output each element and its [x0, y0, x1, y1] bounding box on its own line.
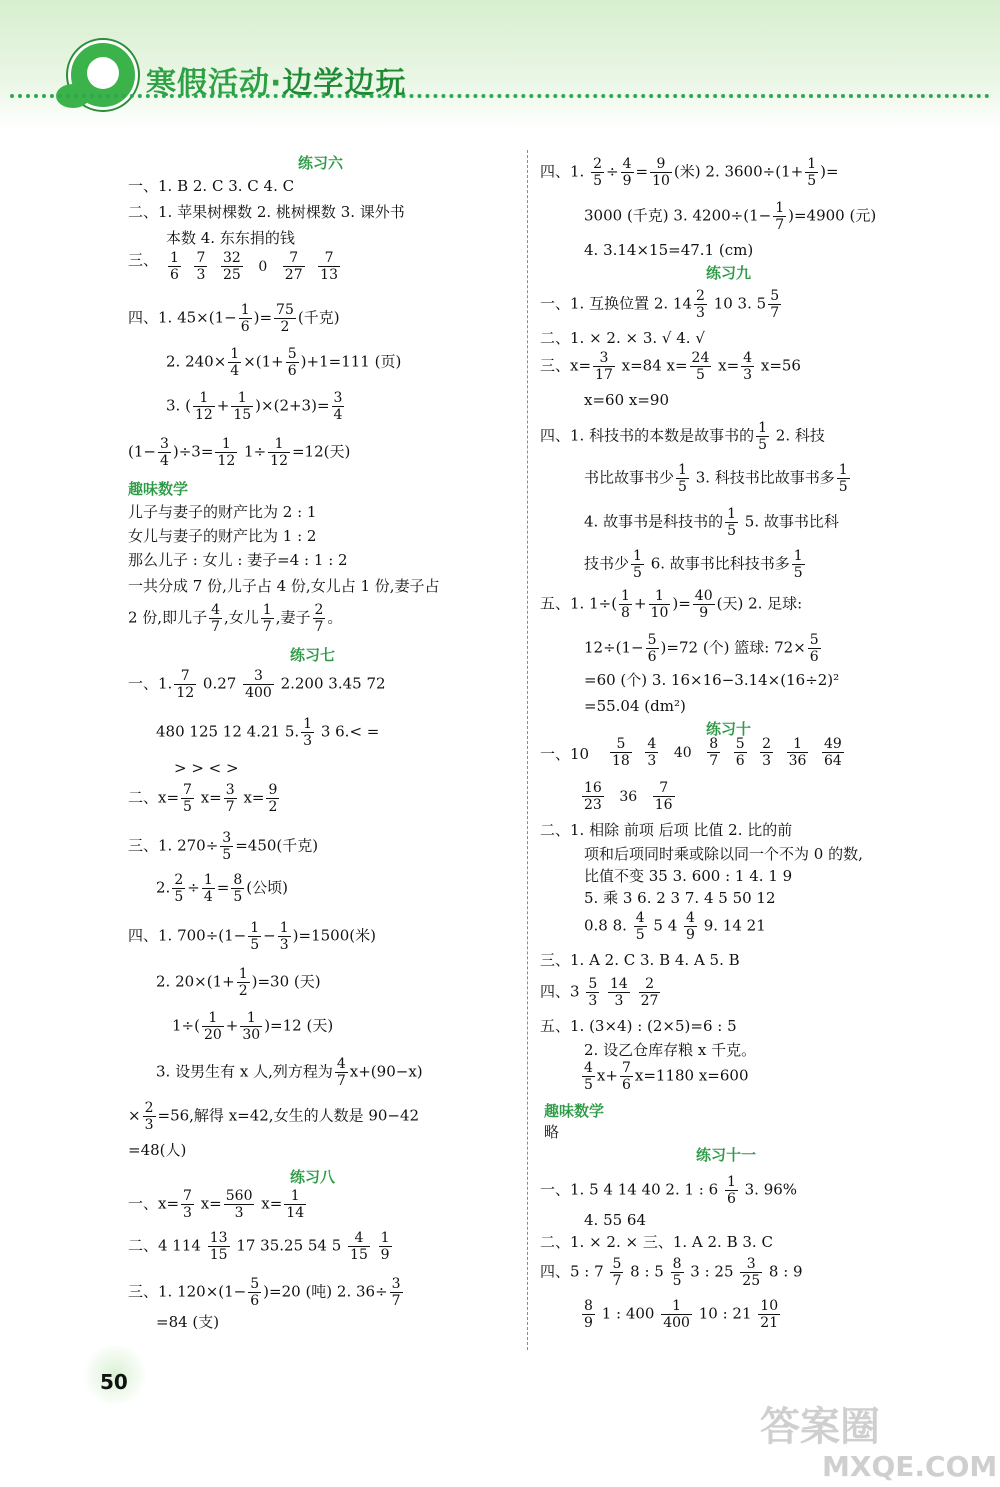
fraction: $\frac{1}{5}$ [633, 548, 642, 581]
fraction: $\frac{1}{6}$ [170, 250, 179, 283]
answer-text: 0.27 [198, 674, 242, 693]
answer-text: 四、1. [540, 162, 590, 181]
answer-text: − [263, 926, 276, 945]
answer-text: 8 : 5 [625, 1262, 669, 1281]
fraction: $\frac{8}{7}$ [709, 736, 719, 769]
fraction: $\frac{4}{7}$ [211, 602, 221, 635]
answer-text: x=1180 x=600 [634, 1066, 749, 1085]
answer-text: 9. 14 21 [698, 916, 766, 935]
answer-text: > > < > [174, 759, 239, 777]
answer-text: 五、1. (3×4) : (2×5)=6 : 5 [540, 1017, 737, 1035]
fraction: $\frac{1}{12}$ [217, 436, 236, 469]
fraction: $\frac{3}{4}$ [159, 436, 169, 469]
answer-text: 1 : 400 [596, 1304, 660, 1323]
fraction: $\frac{1}{7}$ [262, 602, 272, 635]
answer-line [128, 1100, 419, 1133]
fraction: 0 [258, 258, 268, 275]
fraction: $\frac{7}{13}$ [320, 250, 338, 283]
answer-line [584, 506, 839, 539]
answer-text: 2. 科技 [771, 426, 825, 445]
answer-text: 3. 96% [739, 1180, 798, 1199]
answer-line [584, 632, 823, 665]
answer-text: )= [672, 594, 691, 613]
fraction: $\frac{7}{3}$ [183, 1188, 192, 1221]
answer-text [601, 983, 606, 1001]
answer-text: 二、x= [128, 788, 180, 807]
fraction: $\frac{2}{3}$ [762, 736, 772, 769]
answer-text: )= [253, 308, 273, 327]
answer-text: 二、1. × 2. × 3. √ 4. √ [540, 329, 705, 347]
fraction: $\frac{5}{6}$ [735, 736, 745, 769]
fraction: $\frac{40}{9}$ [694, 588, 713, 621]
answer-line [584, 548, 807, 581]
answer-line [172, 1010, 333, 1043]
fraction: $\frac{1}{8}$ [621, 588, 630, 621]
answer-text: 480 125 12 4.21 5. [156, 722, 300, 741]
section-title-6 [298, 152, 343, 173]
answer-text: =56,解得 x=42,女生的人数是 90−42 [157, 1106, 420, 1125]
fraction: $\frac{4}{5}$ [584, 1060, 593, 1093]
fraction: $\frac{1}{5}$ [250, 920, 260, 953]
answer-line [128, 602, 342, 635]
fraction: $\frac{13}{15}$ [209, 1230, 228, 1263]
answer-line [584, 888, 776, 908]
answer-text: x= [256, 1194, 283, 1213]
answer-text: 四、1. 科技书的本数是故事书的 [540, 426, 755, 445]
fraction: $\frac{7}{6}$ [621, 1060, 631, 1093]
answer-line [156, 716, 379, 749]
answer-text: x= [713, 356, 740, 375]
answer-text: 一、1. 5 4 14 40 2. 1 : 6 [540, 1180, 723, 1199]
answer-text: ×(1+ [243, 352, 284, 371]
answer-text: )+1=111 (页) [300, 352, 402, 371]
fraction: $\frac{2}{5}$ [593, 156, 603, 189]
fraction: $\frac{4}{3}$ [743, 350, 753, 383]
answer-line [540, 950, 740, 970]
answer-text: =55.04 (dm²) [584, 697, 686, 715]
answer-text: 趣味数学 [128, 480, 189, 498]
answer-text: 那么儿子 : 女儿 : 妻子=4 : 1 : 2 [128, 551, 348, 569]
fraction: $\frac{7}{16}$ [654, 780, 673, 813]
answer-text: 。 [327, 608, 343, 627]
fraction: $\frac{5}{6}$ [250, 1276, 260, 1309]
answer-text: )=4900 (元) [788, 206, 877, 225]
fraction-list [580, 780, 686, 813]
answer-text: ,女儿 [224, 608, 259, 627]
fraction: $\frac{3}{7}$ [391, 1276, 401, 1309]
answer-text: 4. 故事书是科技书的 [584, 512, 724, 531]
answer-text: )=12 (天) [264, 1016, 334, 1035]
answer-line [540, 420, 825, 453]
fraction: $\frac{7}{27}$ [284, 250, 303, 283]
fraction: $\frac{4}{3}$ [647, 736, 657, 769]
answer-text: 3 : 25 [685, 1262, 739, 1281]
fraction: $\frac{1}{4}$ [203, 872, 213, 905]
fraction: $\frac{1}{2}$ [238, 966, 248, 999]
answer-text: 10 : 21 [693, 1304, 757, 1323]
fraction: $\frac{75}{2}$ [276, 302, 294, 335]
answer-line [540, 820, 792, 840]
fraction: $\frac{1}{7}$ [775, 200, 785, 233]
answer-text: 3. 科技书比故事书多 [690, 468, 835, 487]
fraction: $\frac{14}{3}$ [610, 976, 628, 1009]
fraction: $\frac{4}{7}$ [336, 1056, 346, 1089]
answer-text: 趣味数学 [544, 1102, 605, 1120]
answer-text: × [128, 1106, 141, 1125]
column-divider [527, 150, 528, 1350]
fraction: $\frac{4}{9}$ [686, 910, 695, 943]
header-title-main: 寒假活动· [146, 66, 283, 101]
answer-text: 1÷( [172, 1016, 200, 1035]
fraction: $\frac{8}{9}$ [584, 1298, 593, 1331]
watermark-logo: 答案圈 [760, 1404, 880, 1450]
answer-text: 12÷(1− [584, 638, 644, 657]
fraction: $\frac{5}{6}$ [647, 632, 657, 665]
answer-text: 三、 [128, 251, 159, 269]
answer-text: =60 (个) 3. 16×16−3.14×(16÷2)² [584, 671, 840, 689]
answer-text: + [633, 594, 647, 613]
answer-line [128, 202, 405, 222]
answer-line [128, 920, 376, 953]
answer-text: 四、5 : 7 [540, 1262, 609, 1281]
answer-line [128, 250, 158, 270]
answer-text: 3. ( [166, 396, 191, 415]
answer-text: x= [238, 788, 265, 807]
answer-text: )×(2+3)= [255, 396, 330, 415]
fraction: $\frac{5}{7}$ [612, 1256, 622, 1289]
answer-line [174, 758, 239, 778]
fraction: $\frac{8}{5}$ [672, 1256, 682, 1289]
fraction: $\frac{560}{3}$ [225, 1188, 253, 1221]
answer-line [128, 436, 350, 469]
fraction: $\frac{5}{7}$ [770, 288, 780, 321]
answer-text: 4. 55 64 [584, 1211, 647, 1229]
header-dotted-rule [10, 94, 990, 98]
answer-text [632, 983, 637, 1001]
answer-text: 练习六 [298, 154, 344, 172]
fraction: $\frac{1}{15}$ [233, 390, 252, 423]
answer-text: 二、1. × 2. × 三、1. A 2. B 3. C [540, 1233, 773, 1251]
fraction: $\frac{1}{12}$ [270, 436, 288, 469]
answer-line [166, 390, 346, 423]
answer-text: 1÷ [239, 442, 267, 461]
fraction: $\frac{1}{12}$ [194, 390, 213, 423]
fraction: $\frac{1}{5}$ [793, 548, 803, 581]
answer-line [584, 696, 686, 716]
fraction: $\frac{2}{27}$ [640, 976, 659, 1009]
answer-line [580, 1060, 749, 1093]
answer-text: 书比故事书少 [584, 468, 675, 487]
answer-text: x=84 x= [616, 356, 688, 375]
answer-text: 4. 3.14×15=47.1 (cm) [584, 241, 754, 259]
answer-text: 练习九 [706, 264, 752, 282]
answer-line [128, 830, 318, 863]
answer-text: 本数 4. 东东捐的钱 [166, 229, 295, 247]
answer-text: x+ [596, 1066, 618, 1085]
answer-text: 三、1. A 2. C 3. B 4. A 5. B [540, 951, 740, 969]
section-title-7 [290, 644, 335, 665]
answer-text: 一、1. B 2. C 3. C 4. C [128, 177, 295, 195]
answer-text: )=72 (个) 篮球: 72× [660, 638, 806, 657]
answer-text: )=1500(米) [292, 926, 376, 945]
answer-text: =84 (支) [156, 1313, 220, 1331]
answer-line [128, 1188, 308, 1221]
answer-text: 5. 乘 3 6. 2 3 7. 4 5 50 12 [584, 889, 776, 907]
answer-text: )=20 (吨) 2. 36÷ [263, 1282, 388, 1301]
answer-text: x= [195, 788, 222, 807]
fraction: $\frac{24}{5}$ [691, 350, 710, 383]
fraction: $\frac{1}{20}$ [203, 1010, 222, 1043]
answer-text: 二、1. 相除 前项 后项 比值 2. 比的前 [540, 821, 793, 839]
answer-text: =48(人) [128, 1141, 187, 1159]
header-title-alt: 边学边玩 [282, 66, 407, 101]
answer-text: )=30 (天) [251, 972, 321, 991]
answer-text: )÷3= [172, 442, 214, 461]
fraction: $\frac{1}{10}$ [650, 588, 669, 621]
fraction: $\frac{9}{10}$ [652, 156, 670, 189]
fraction: $\frac{16}{23}$ [584, 780, 602, 813]
fraction: $\frac{4}{9}$ [622, 156, 632, 189]
fraction: $\frac{3}{17}$ [595, 350, 613, 383]
answer-text: 2. 设乙仓库存粮 x 千克。 [584, 1041, 757, 1059]
answer-line [540, 350, 801, 383]
answer-text: 练习十 [706, 720, 752, 738]
answer-text: + [225, 1016, 239, 1035]
fraction: $\frac{2}{5}$ [174, 872, 184, 905]
fraction: $\frac{1}{6}$ [726, 1174, 736, 1207]
fraction: $\frac{1}{5}$ [678, 462, 687, 495]
answer-line [128, 1140, 186, 1160]
answer-line [584, 240, 753, 260]
answer-line [128, 668, 386, 701]
answer-line [166, 228, 295, 248]
section-title-11 [696, 1144, 756, 1165]
answer-line [156, 872, 288, 905]
answer-text: x= [195, 1194, 222, 1213]
answer-line [156, 966, 321, 999]
answer-line [584, 462, 852, 495]
answer-line [584, 670, 839, 690]
answer-line [584, 200, 876, 233]
answer-line [540, 328, 705, 348]
answer-text: 四、3 [540, 982, 585, 1001]
fraction: $\frac{8}{5}$ [233, 872, 243, 905]
answer-line [156, 1056, 423, 1089]
answer-text: (千克) [297, 308, 340, 327]
answer-line [156, 1312, 219, 1332]
section-title-9 [706, 262, 751, 283]
answer-text: 8 : 9 [764, 1262, 803, 1281]
fun-math-heading [128, 478, 188, 499]
answer-text: (米) 2. 3600÷(1+ [673, 162, 804, 181]
answer-line [584, 866, 792, 886]
answer-line [540, 1016, 737, 1036]
fraction: $\frac{9}{2}$ [268, 782, 278, 815]
fraction: $\frac{5}{6}$ [809, 632, 819, 665]
answer-text: 略 [544, 1123, 560, 1141]
fraction: $\frac{3}{4}$ [333, 390, 343, 423]
answer-text: 二、4 114 [128, 1236, 206, 1255]
fraction: $\frac{3}{25}$ [742, 1256, 761, 1289]
fraction: $\frac{2}{3}$ [696, 288, 705, 321]
answer-text: 五、1. 1÷( [540, 594, 618, 613]
answer-text: 3000 (千克) 3. 4200÷(1− [584, 206, 772, 225]
answer-line [540, 588, 802, 621]
answer-line [128, 1276, 405, 1309]
answer-text: 10 3. 5 [708, 294, 767, 313]
answer-line [540, 1232, 773, 1252]
answer-text: 一、10 [540, 745, 590, 763]
answer-text: 2. 240× [166, 352, 227, 371]
answer-line [128, 526, 316, 546]
answer-text: 三、1. 270÷ [128, 836, 219, 855]
answer-text: (公顷) [246, 878, 288, 897]
answer-text: 四、1. 45×(1− [128, 308, 237, 327]
answer-text: 一、x= [128, 1194, 180, 1213]
answer-text: 练习七 [290, 646, 336, 664]
fraction: $\frac{1}{6}$ [240, 302, 250, 335]
watermark-url: MXQE.COM [822, 1450, 998, 1483]
answer-text: 2 份,即儿子 [128, 608, 208, 627]
answer-text: 三、x= [540, 356, 592, 375]
answer-text: 3 6.< = [316, 722, 380, 741]
fraction: $\frac{32}{25}$ [222, 250, 241, 283]
fraction: $\frac{5}{3}$ [588, 976, 598, 1009]
answer-text: = [635, 162, 649, 181]
answer-text: 三、1. 120×(1− [128, 1282, 247, 1301]
fraction-list [608, 736, 855, 769]
answer-text: 练习十一 [696, 1146, 757, 1164]
answer-text: x=56 [756, 356, 801, 375]
answer-text [372, 1237, 377, 1255]
answer-text: 项和后项同时乘或除以同一个不为 0 的数, [584, 845, 863, 863]
answer-line [540, 1256, 803, 1289]
fraction: $\frac{1}{3}$ [279, 920, 289, 953]
answer-line [128, 576, 440, 596]
answer-line [128, 502, 316, 522]
fraction: $\frac{1}{9}$ [380, 1230, 390, 1263]
answer-text: 一、1. 互换位置 2. 14 [540, 294, 693, 313]
answer-text: 一、1. [128, 674, 173, 693]
answer-line [544, 1122, 559, 1142]
fraction: $\frac{1}{5}$ [727, 506, 737, 539]
fraction: $\frac{1}{36}$ [788, 736, 807, 769]
fraction: $\frac{3}{400}$ [245, 668, 272, 701]
answer-line [540, 1174, 797, 1207]
answer-text: )= [820, 162, 839, 181]
answer-line [580, 1298, 782, 1331]
fraction: $\frac{3}{5}$ [222, 830, 232, 863]
fraction: $\frac{1}{14}$ [286, 1188, 305, 1221]
answer-text: 2.200 3.45 72 [275, 674, 386, 693]
fun-math-heading [544, 1100, 604, 1121]
answer-text: x+(90−x) [349, 1062, 423, 1081]
fraction: $\frac{4}{5}$ [635, 910, 645, 943]
fraction: $\frac{1}{30}$ [242, 1010, 261, 1043]
answer-line [128, 1230, 394, 1263]
answer-text: 比值不变 35 3. 600 : 1 4. 1 9 [584, 867, 793, 885]
answer-text: 6. 故事书比科技书多 [645, 554, 790, 573]
fraction: $\frac{1}{3}$ [303, 716, 313, 749]
answer-line [540, 288, 783, 321]
fraction: $\frac{1}{5}$ [838, 462, 848, 495]
answer-text: (天) 2. 足球: [716, 594, 803, 613]
fraction: $\frac{7}{3}$ [196, 250, 206, 283]
fraction: $\frac{1}{5}$ [758, 420, 768, 453]
fraction: $\frac{5}{18}$ [612, 736, 630, 769]
answer-line [540, 744, 589, 764]
answer-text: 女儿与妻子的财产比为 1 : 2 [128, 527, 317, 545]
fraction: 36 [619, 788, 638, 805]
answer-text: 练习八 [290, 1168, 336, 1186]
fraction: $\frac{4}{15}$ [350, 1230, 368, 1263]
answer-line [128, 302, 340, 335]
answer-text: + [216, 396, 230, 415]
fraction: $\frac{1}{400}$ [663, 1298, 690, 1331]
answer-line [584, 1040, 756, 1060]
answer-text: 四、1. 700÷(1− [128, 926, 247, 945]
answer-line [540, 976, 662, 1009]
fraction: $\frac{1}{4}$ [230, 346, 240, 379]
answer-text: ÷ [606, 162, 619, 181]
answer-line [584, 390, 669, 410]
answer-text: 17 35.25 54 5 [231, 1236, 347, 1255]
fraction: $\frac{7}{12}$ [176, 668, 195, 701]
answer-text: 0.8 8. [584, 916, 632, 935]
answer-text: 儿子与妻子的财产比为 2 : 1 [128, 503, 317, 521]
answer-text: 2. 20×(1+ [156, 972, 235, 991]
answer-line [128, 782, 281, 815]
fraction-list [166, 250, 352, 283]
answer-line [540, 156, 839, 189]
fraction: $\frac{2}{7}$ [314, 602, 324, 635]
answer-line [128, 176, 294, 196]
answer-text: x=60 x=90 [584, 391, 669, 409]
answer-text: =450(千克) [235, 836, 319, 855]
answer-text: 技书少 [584, 554, 630, 573]
fraction: $\frac{5}{6}$ [287, 346, 297, 379]
fraction: $\frac{3}{7}$ [225, 782, 235, 815]
fraction: $\frac{1}{5}$ [807, 156, 817, 189]
fraction: 40 [673, 744, 692, 761]
answer-text: 3. 设男生有 x 人,列方程为 [156, 1062, 333, 1081]
answer-line [584, 1210, 646, 1230]
answer-text: =12(天) [291, 442, 351, 461]
answer-text: 2. [156, 878, 171, 897]
fraction: $\frac{49}{64}$ [824, 736, 842, 769]
fraction: $\frac{7}{5}$ [183, 782, 192, 815]
answer-text: ÷ [187, 878, 200, 897]
fraction: $\frac{10}{21}$ [760, 1298, 779, 1331]
answer-text: ,妻子 [275, 608, 311, 627]
answer-text: 一共分成 7 份,儿子占 4 份,女儿占 1 份,妻子占 [128, 577, 440, 595]
answer-line [584, 844, 863, 864]
answer-text: = [216, 878, 230, 897]
answer-text: 二、1. 苹果树棵数 2. 桃树棵数 3. 课外书 [128, 203, 405, 221]
page-number: 50 [100, 1370, 128, 1394]
fraction: $\frac{2}{3}$ [144, 1100, 154, 1133]
section-title-8 [290, 1166, 335, 1187]
page-header [0, 0, 1000, 130]
answer-line [128, 550, 348, 570]
answer-text: (1− [128, 442, 156, 461]
answer-line [584, 910, 766, 943]
answer-line [166, 346, 401, 379]
answer-text: 5 4 [648, 916, 683, 935]
answer-text: 5. 故事书比科 [740, 512, 839, 531]
